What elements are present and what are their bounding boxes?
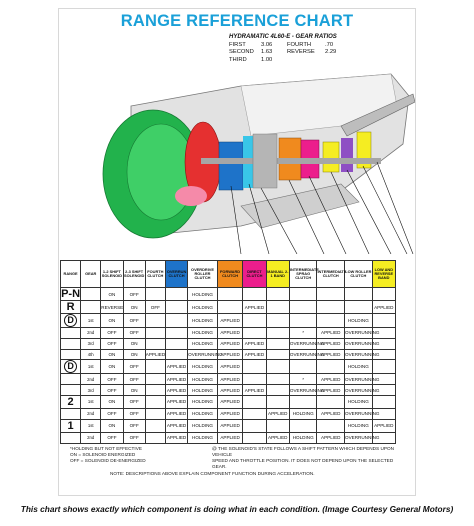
table-cell: OFF	[123, 314, 145, 328]
table-cell: OFF	[123, 374, 145, 385]
column-header: INTERMEDIATE CLUTCH	[317, 261, 345, 288]
acceleration-note: NOTE: DESCRIPTIONS ABOVE EXPLAIN COMPONENT FUNCTION DURING ACCELERATION.	[110, 471, 315, 476]
table-cell: ON	[123, 385, 145, 396]
column-header: OVERDRIVE ROLLER CLUTCH	[188, 261, 218, 288]
range-reference-table	[60, 260, 396, 444]
table-cell: APPLIED	[317, 374, 345, 385]
table-cell: OFF	[101, 408, 123, 419]
table-cell	[243, 432, 266, 443]
gear-ratio: 1.00	[261, 56, 273, 63]
column-header: GEAR	[81, 261, 101, 288]
note-line: ON = SOLENOID ENERGIZED	[70, 452, 136, 457]
table-cell: APPLIED	[317, 385, 345, 396]
table-cell: APPLIED	[165, 432, 187, 443]
table-cell	[145, 374, 165, 385]
gear-ratio: 2.29	[325, 49, 337, 56]
table-cell	[145, 385, 165, 396]
table-cell: APPLIED	[165, 385, 187, 396]
table-cell: OFF	[123, 328, 145, 339]
table-cell	[372, 314, 395, 328]
gear-cell: 1st	[81, 395, 101, 408]
table-cell	[289, 360, 317, 374]
note-line: @ THE SOLENOID'S STATE FOLLOWS A SHIFT PATTERN WHICH DEPENDS UPON VEHICLE	[212, 446, 394, 457]
table-cell: APPLIED	[217, 432, 242, 443]
table-cell: HOLDING	[345, 395, 373, 408]
table-cell: *	[289, 374, 317, 385]
gear-ratio: .70	[325, 42, 334, 48]
table-cell: APPLIED	[317, 338, 345, 349]
table-cell	[372, 360, 395, 374]
table-cell: ON	[123, 338, 145, 349]
table-cell	[165, 328, 187, 339]
table-cell	[217, 301, 242, 314]
table-cell	[266, 349, 289, 360]
table-cell: OFF	[101, 328, 123, 339]
gear-ratio-row	[229, 57, 375, 64]
gear-cell: 2nd	[81, 374, 101, 385]
table-cell: OVERRUNNING	[345, 432, 373, 443]
gear-cell	[81, 288, 101, 301]
table-cell	[289, 288, 317, 301]
table-cell	[145, 328, 165, 339]
table-cell: APPLIED	[266, 432, 289, 443]
range-cell	[61, 408, 81, 419]
table-cell: HOLDING	[289, 408, 317, 419]
column-header: DIRECT CLUTCH	[243, 261, 266, 288]
table-cell: OFF	[123, 395, 145, 408]
table-cell: OFF	[101, 385, 123, 396]
table-cell: APPLIED	[243, 385, 266, 396]
table-cell: APPLIED	[165, 395, 187, 408]
range-cell	[61, 385, 81, 396]
table-cell: APPLIED	[372, 419, 395, 432]
table-cell	[266, 385, 289, 396]
range-cell: R	[61, 301, 81, 314]
table-cell: HOLDING	[188, 288, 218, 301]
gear-cell: 3rd	[81, 385, 101, 396]
table-cell: HOLDING	[188, 338, 218, 349]
table-row	[61, 360, 396, 374]
table-cell: HOLDING	[345, 419, 373, 432]
table-cell	[289, 419, 317, 432]
table-cell: OVERRUNNING	[345, 328, 373, 339]
table-cell: APPLIED	[317, 349, 345, 360]
table-row	[61, 314, 396, 328]
table-cell: OFF	[101, 374, 123, 385]
table-cell	[165, 338, 187, 349]
table-row	[61, 338, 396, 349]
note-line: *HOLDING BUT NOT EFFECTIVE	[70, 446, 142, 451]
transmission-cutaway-illustration	[91, 66, 415, 254]
circled-range-label: D	[64, 360, 77, 373]
table-cell: *	[289, 328, 317, 339]
table-cell: APPLIED	[266, 408, 289, 419]
table-cell: OVERRUNNING	[289, 385, 317, 396]
table-cell	[266, 314, 289, 328]
table-cell: OVERRUNNING	[188, 349, 218, 360]
table-cell: APPLIED	[165, 374, 187, 385]
table-cell	[317, 419, 345, 432]
range-cell	[61, 328, 81, 339]
column-header: 1-2 SHIFT SOLENOID	[101, 261, 123, 288]
image-caption: This chart shows exactly which component is doing what in each condition. (Image Courtesy General Motors)	[20, 504, 454, 514]
table-cell	[145, 360, 165, 374]
table-cell: ON	[123, 301, 145, 314]
table-cell	[317, 360, 345, 374]
table-cell	[372, 288, 395, 301]
table-cell	[266, 288, 289, 301]
range-cell: P-N	[61, 288, 81, 300]
table-cell: HOLDING	[289, 432, 317, 443]
table-row	[61, 395, 396, 408]
range-cell	[61, 349, 81, 360]
table-cell	[266, 338, 289, 349]
table-cell	[317, 395, 345, 408]
table-cell: APPLIED	[243, 301, 266, 314]
table-cell: APPLIED	[317, 328, 345, 339]
table-cell: APPLIED	[317, 408, 345, 419]
table-cell: APPLIED	[217, 408, 242, 419]
table-cell	[243, 408, 266, 419]
table-cell	[145, 314, 165, 328]
range-cell	[61, 374, 81, 385]
solenoid-note	[212, 446, 408, 470]
table-cell	[317, 314, 345, 328]
gear-cell: 3rd	[81, 338, 101, 349]
table-cell: HOLDING	[188, 328, 218, 339]
table-cell: HOLDING	[345, 360, 373, 374]
table-cell	[145, 395, 165, 408]
table-cell	[266, 374, 289, 385]
range-cell	[61, 338, 81, 349]
chart-title: RANGE REFERENCE CHART	[120, 12, 354, 30]
table-cell	[317, 301, 345, 314]
table-cell	[165, 301, 187, 314]
table-cell	[266, 419, 289, 432]
table-cell: OFF	[123, 432, 145, 443]
column-header: RANGE	[61, 261, 81, 288]
table-cell: ON	[123, 349, 145, 360]
table-cell: OVERRUNNING	[345, 408, 373, 419]
table-cell: OVERRUNNING	[345, 374, 373, 385]
table-cell: ON	[101, 395, 123, 408]
table-cell: HOLDING	[188, 395, 218, 408]
column-header: LOW AND REVERSE BAND	[372, 261, 395, 288]
table-cell	[372, 395, 395, 408]
table-cell	[145, 432, 165, 443]
table-body	[61, 288, 396, 444]
table-cell	[345, 288, 373, 301]
table-cell: OVERRUNNING	[289, 349, 317, 360]
table-cell: OFF	[123, 288, 145, 301]
column-header: FORWARD CLUTCH	[217, 261, 242, 288]
table-row	[61, 432, 396, 443]
gear-ratio-row	[229, 49, 375, 56]
range-cell	[61, 360, 81, 374]
gear-name: THIRD	[229, 56, 247, 63]
table-cell: HOLDING	[188, 432, 218, 443]
table-cell	[243, 288, 266, 301]
table-cell: HOLDING	[188, 301, 218, 314]
table-cell: APPLIED	[217, 419, 242, 432]
gear-cell: 2nd	[81, 328, 101, 339]
table-cell: HOLDING	[188, 408, 218, 419]
table-cell: APPLIED	[217, 360, 242, 374]
gear-cell: 1st	[81, 419, 101, 432]
table-cell: HOLDING	[188, 314, 218, 328]
table-cell: APPLIED	[243, 349, 266, 360]
table-row	[61, 288, 396, 301]
table-cell	[243, 328, 266, 339]
gear-cell: 1st	[81, 314, 101, 328]
table-cell: ON	[101, 360, 123, 374]
gear-cell	[81, 301, 101, 314]
table-cell: OFF	[123, 419, 145, 432]
table-cell	[145, 338, 165, 349]
column-header: MANUAL 2-1 BAND	[266, 261, 289, 288]
table-cell: OVERRUNNING	[345, 338, 373, 349]
table-cell: APPLIED	[217, 314, 242, 328]
table-cell	[266, 301, 289, 314]
table-cell	[289, 314, 317, 328]
note-line: OFF = SOLENOID DE-ENERGIZED	[70, 458, 146, 463]
table-cell: ON	[101, 288, 123, 301]
table-cell	[289, 301, 317, 314]
gear-ratios-heading: HYDRAMATIC 4L60-E - GEAR RATIOS	[229, 34, 337, 40]
table-cell	[266, 395, 289, 408]
table-cell	[243, 314, 266, 328]
table-cell	[145, 288, 165, 301]
gear-name: REVERSE	[287, 49, 315, 56]
table-cell: APPLIED	[217, 349, 242, 360]
table-cell: ON	[101, 419, 123, 432]
table-cell: OFF	[123, 360, 145, 374]
table-cell: APPLIED	[243, 338, 266, 349]
range-cell	[61, 432, 81, 443]
gear-name: SECOND	[229, 49, 254, 56]
table-cell: APPLIED	[217, 385, 242, 396]
table-cell	[289, 395, 317, 408]
table-cell: HOLDING	[188, 419, 218, 432]
table-cell	[243, 395, 266, 408]
column-header: LOW ROLLER CLUTCH	[345, 261, 373, 288]
gear-ratio: 1.63	[261, 49, 273, 56]
table-cell: OVERRUNNING	[289, 338, 317, 349]
table-cell	[165, 314, 187, 328]
table-cell: HOLDING	[188, 374, 218, 385]
table-cell: OFF	[101, 338, 123, 349]
table-cell: ON	[101, 314, 123, 328]
table-cell	[145, 408, 165, 419]
table-cell	[145, 419, 165, 432]
column-header: OVERRUN CLUTCH	[165, 261, 187, 288]
column-header: INTERMEDIATE SPRAG CLUTCH	[289, 261, 317, 288]
range-cell: 2	[61, 395, 81, 408]
table-cell: OFF	[101, 432, 123, 443]
table-cell: APPLIED	[217, 395, 242, 408]
gear-ratio: 3.06	[261, 42, 273, 48]
table-cell	[217, 288, 242, 301]
table-cell	[165, 349, 187, 360]
table-cell	[317, 288, 345, 301]
gear-ratio-row	[229, 42, 375, 49]
gear-name: FIRST	[229, 42, 246, 48]
table-cell: REVERSE	[101, 301, 123, 314]
range-cell: 1	[61, 419, 81, 432]
legend-notes	[70, 446, 190, 464]
table-cell: OVERRUNNING	[345, 349, 373, 360]
table-cell	[243, 360, 266, 374]
table-cell: APPLIED	[217, 338, 242, 349]
gear-name: FOURTH	[287, 42, 312, 48]
table-row	[61, 419, 396, 432]
table-row	[61, 328, 396, 339]
note-line: SPEED AND THROTTLE POSITION. IT DOES NOT DEPEND UPON THE SELECTED GEAR.	[212, 458, 394, 469]
table-cell: APPLIED	[165, 408, 187, 419]
table-cell: APPLIED	[217, 328, 242, 339]
table-cell: OFF	[123, 408, 145, 419]
table-row	[61, 408, 396, 419]
gear-cell: 2nd	[81, 432, 101, 443]
table-cell: OVERRUNNING	[345, 385, 373, 396]
table-cell: OFF	[145, 301, 165, 314]
table-cell: APPLIED	[145, 349, 165, 360]
table-header-row	[61, 261, 396, 288]
table-cell: HOLDING	[345, 314, 373, 328]
gear-ratios-box	[229, 34, 375, 68]
table-cell: APPLIED	[165, 419, 187, 432]
table-row	[61, 385, 396, 396]
table-cell	[345, 301, 373, 314]
column-header: 2-3 SHIFT SOLENOID	[123, 261, 145, 288]
table-row	[61, 374, 396, 385]
table-cell	[165, 288, 187, 301]
table-cell: APPLIED	[165, 360, 187, 374]
range-cell	[61, 314, 81, 328]
table-row	[61, 301, 396, 314]
table-cell	[243, 374, 266, 385]
table-cell: HOLDING	[188, 360, 218, 374]
circled-range-label: D	[64, 314, 77, 327]
table-cell	[266, 328, 289, 339]
table-cell: ON	[101, 349, 123, 360]
gear-cell: 4th	[81, 349, 101, 360]
gear-cell: 2nd	[81, 408, 101, 419]
table-cell	[243, 419, 266, 432]
table-cell	[266, 360, 289, 374]
column-header: FOURTH CLUTCH	[145, 261, 165, 288]
table-row	[61, 349, 396, 360]
table-cell: HOLDING	[188, 385, 218, 396]
table-cell: APPLIED	[217, 374, 242, 385]
gear-cell: 1st	[81, 360, 101, 374]
table-cell: APPLIED	[317, 432, 345, 443]
table-cell: APPLIED	[372, 301, 395, 314]
